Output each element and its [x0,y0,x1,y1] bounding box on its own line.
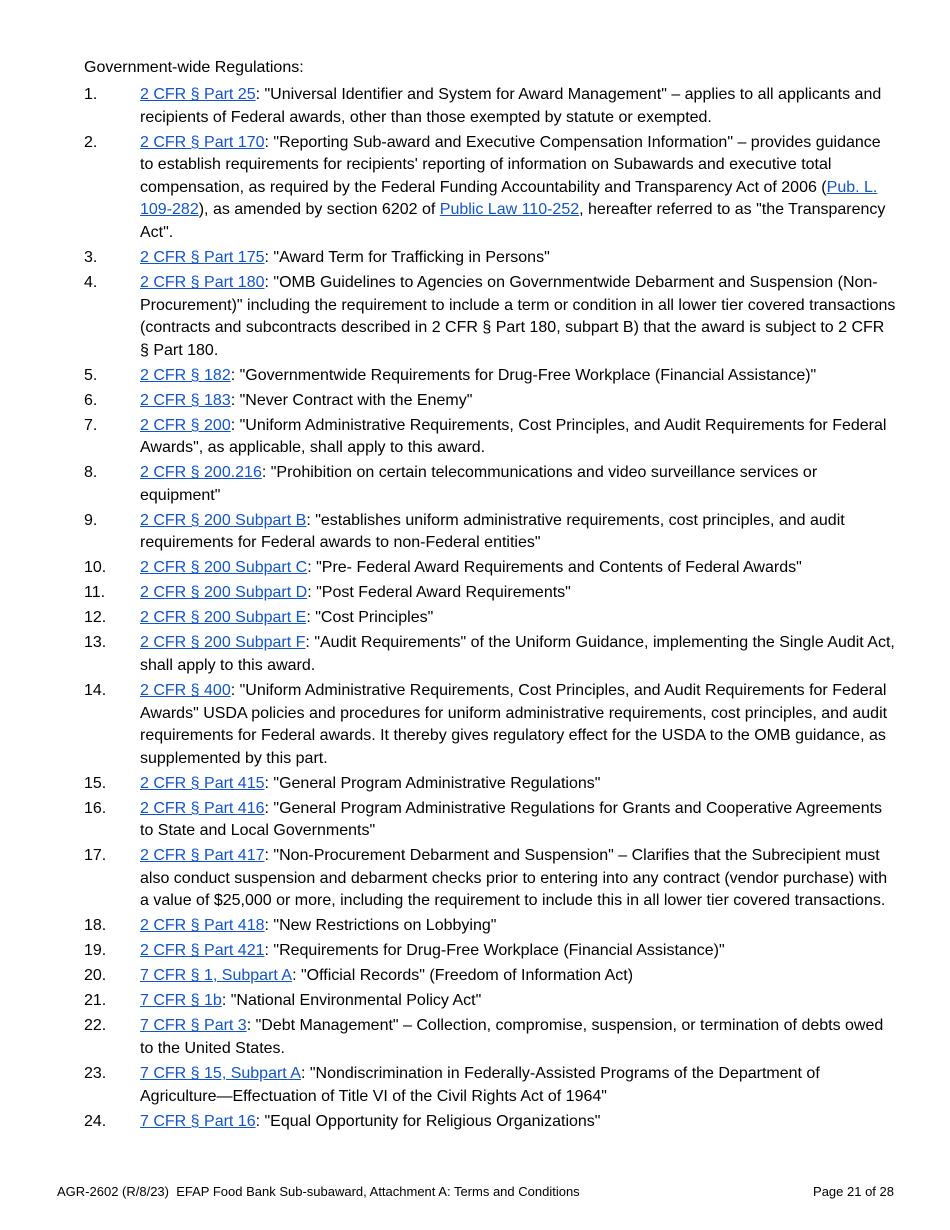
regulation-link[interactable]: 2 CFR § Part 418 [140,917,265,935]
list-item-number: 16. [84,799,107,817]
list-item-text [140,1063,896,1108]
list-item-text [140,798,896,843]
list-item-number: 9. [84,511,98,529]
list-item [84,510,896,555]
list-item-text [140,632,896,677]
regulation-description: : "Prohibition on certain telecommunications and video surveillance services or equipment" [140,464,818,504]
list-item [84,557,896,580]
list-item-text [140,462,896,507]
list-item [84,965,896,988]
footer-document-id: AGR-2602 (R/8/23) EFAP Food Bank Sub-subaward, Attachment A: Terms and Conditions [57,1184,580,1199]
list-item-number: 20. [84,967,107,985]
list-item-number: 24. [84,1112,107,1130]
regulation-link[interactable]: 2 CFR § Part 180 [140,273,265,291]
list-item-text [140,365,896,388]
regulation-description: : "Never Contract with the Enemy" [230,391,473,409]
list-item-text [140,940,896,963]
list-item-number: 3. [84,248,98,266]
list-item [84,632,896,677]
regulation-description: : "New Restrictions on Lobbying" [264,917,497,935]
list-item [84,607,896,630]
list-item-number: 21. [84,992,107,1010]
list-item [84,990,896,1013]
regulation-description: : "Official Records" (Freedom of Information Act) [292,967,634,985]
regulation-link[interactable]: Public Law 110-252 [439,201,580,219]
list-item [84,1111,896,1134]
list-item-number: 4. [84,273,98,291]
list-item-text [140,607,896,630]
list-item-number: 5. [84,366,98,384]
list-item [84,1063,896,1108]
regulation-description: : "Uniform Administrative Requirements, Cost Principles, and Audit Requirements for Federal Awards", as applicable, shall apply to this award. [140,416,887,457]
regulation-link[interactable]: 2 CFR § 200 Subpart E [140,609,307,627]
list-item-number: 12. [84,609,107,627]
regulation-description: : "Nondiscrimination in Federally-Assisted Programs of the Department of Agriculture—Effectuation of Title VI of the Civil Rights Act of 1964" [140,1064,820,1105]
list-item-number: 2. [84,133,98,151]
list-item-number: 17. [84,847,107,865]
list-item-number: 11. [84,584,106,602]
list-item-number: 14. [84,681,107,699]
regulation-link[interactable]: 7 CFR § Part 16 [140,1112,256,1130]
list-item [84,1015,896,1060]
regulation-description: : "Governmentwide Requirements for Drug-Free Workplace (Financial Assistance)" [230,366,817,384]
list-item-text [140,557,896,580]
regulation-description: : "Audit Requirements" of the Uniform Guidance, implementing the Single Audit Act, shall apply to this award. [140,634,895,674]
regulation-link[interactable]: 2 CFR § Part 416 [140,799,265,817]
list-item [84,845,896,913]
regulation-link[interactable]: 2 CFR § Part 415 [140,774,265,792]
regulation-description: : "Debt Management" – Collection, compromise, suspension, or termination of debts owed to the United States. [140,1017,884,1057]
regulation-link[interactable]: 7 CFR § 1, Subpart A [140,967,293,985]
list-item-text [140,510,896,555]
regulation-link[interactable]: 7 CFR § Part 3 [140,1017,247,1035]
regulation-description: : "National Environmental Policy Act" [221,992,482,1010]
list-item-number: 13. [84,634,107,652]
regulation-link[interactable]: 2 CFR § 200 [140,416,231,434]
list-item-number: 23. [84,1064,107,1082]
regulation-link[interactable]: 2 CFR § 400 [140,681,231,699]
regulation-link[interactable]: 2 CFR § 200 Subpart F [140,634,306,652]
list-item-number: 6. [84,391,98,409]
regulation-link[interactable]: 2 CFR § 200 Subpart D [140,584,308,602]
regulation-link[interactable]: 2 CFR § Part 175 [140,248,265,266]
list-item-number: 19. [84,942,107,960]
list-item-number: 8. [84,464,98,482]
list-item-text [140,1111,896,1134]
list-item-text [140,965,896,988]
list-item-text [140,415,896,460]
regulation-description: : "Uniform Administrative Requirements, Cost Principles, and Audit Requirements for Federal Awards" USDA policies and procedures for uniform administrative requirements, cost principles, and audit requirements for Federal awards. It thereby gives regulatory effect for the USDA to the OMB guidance, as supplemented by this part. [140,681,888,767]
regulation-link[interactable]: 2 CFR § 182 [140,366,231,384]
list-item [84,84,896,129]
regulation-link[interactable]: 2 CFR § 183 [140,391,231,409]
list-item [84,915,896,938]
list-item [84,247,896,270]
regulation-description: ), as amended by section 6202 of [198,201,440,219]
list-item-text [140,1015,896,1060]
list-item-number: 22. [84,1017,107,1035]
regulation-description: : "Universal Identifier and System for Award Management" – applies to all applicants and recipients of Federal awards, other than those exempted by statute or exempted. [140,86,882,126]
regulation-description: : "Requirements for Drug-Free Workplace (Financial Assistance)" [264,942,725,960]
list-item [84,462,896,507]
list-item [84,773,896,796]
regulation-description: : "establishes uniform administrative requirements, cost principles, and audit requirements for Federal awards to non-Federal entities" [140,511,845,552]
footer-page-number: Page 21 of 28 [813,1184,894,1199]
regulation-description: : "Reporting Sub-award and Executive Compensation Information" – provides guidance to establish requirements for recipients' reporting of information on Subawards and executive total compensation, as required by the Federal Funding Accountability and Transparency Act of 2006 ( [140,133,881,196]
list-item-text [140,582,896,605]
list-item-number: 18. [84,917,107,935]
list-item-text [140,84,896,129]
regulations-list [84,84,896,1136]
regulation-link[interactable]: Pub. L. 109-282 [140,178,878,219]
regulation-description: : "Award Term for Trafficking in Persons" [264,248,550,266]
regulation-description: : "Post Federal Award Requirements" [307,584,571,602]
list-item [84,798,896,843]
regulation-link[interactable]: 2 CFR § 200.216 [140,464,262,482]
regulation-description: : "Non-Procurement Debarment and Suspension" – Clarifies that the Subrecipient must also conduct suspension and debarment checks prior to entering into any contract (vendor purchase) with a value of $25,000 or more, including the requirement to include this in all lower tier covered transactions. [140,847,888,910]
list-item [84,272,896,362]
regulation-link[interactable]: 2 CFR § 200 Subpart C [140,559,308,577]
list-item [84,940,896,963]
list-item-text [140,272,896,362]
list-item [84,365,896,388]
regulation-link[interactable]: 7 CFR § 15, Subpart A [140,1064,301,1082]
list-item [84,680,896,770]
regulation-description: : "Pre- Federal Award Requirements and Contents of Federal Awards" [307,559,802,577]
regulation-link[interactable]: 2 CFR § Part 417 [140,847,265,865]
regulation-link[interactable]: 2 CFR § 200 Subpart B [140,511,307,529]
list-item-text [140,680,896,770]
section-heading: Government-wide Regulations: [84,59,304,76]
regulation-link[interactable]: 2 CFR § Part 421 [140,942,265,960]
list-item [84,390,896,413]
list-item-text [140,845,896,913]
list-item-text [140,990,896,1013]
list-item-text [140,915,896,938]
list-item [84,415,896,460]
list-item-number: 10. [84,559,107,577]
list-item-text [140,773,896,796]
regulation-link[interactable]: 2 CFR § Part 170 [140,133,265,151]
list-item [84,132,896,245]
list-item-number: 1. [84,86,98,103]
regulation-description: : "General Program Administrative Regulations for Grants and Cooperative Agreements to State and Local Governments" [140,799,883,840]
list-item-text [140,390,896,413]
list-item [84,582,896,605]
list-item-number: 7. [84,416,98,434]
regulation-description: : "Equal Opportunity for Religious Organizations" [255,1112,601,1130]
list-item-text [140,132,896,245]
regulation-description: : "OMB Guidelines to Agencies on Governmentwide Debarment and Suspension (Non-Procurement)" including the requirement to include a term or condition in all lower tier covered transactions (contracts and subcontracts described in 2 CFR § Part 180, subpart B) that the award is subject to 2 CFR § Part 180. [140,273,896,359]
list-item-text [140,247,896,270]
regulation-link[interactable]: 7 CFR § 1b [140,992,222,1010]
regulation-description: : "General Program Administrative Regulations" [264,774,601,792]
regulation-link[interactable]: 2 CFR § Part 25 [140,86,256,103]
regulation-description: : "Cost Principles" [306,609,434,627]
regulation-description: , hereafter referred to as "the Transparency Act". [140,201,886,241]
list-item-number: 15. [84,774,107,792]
